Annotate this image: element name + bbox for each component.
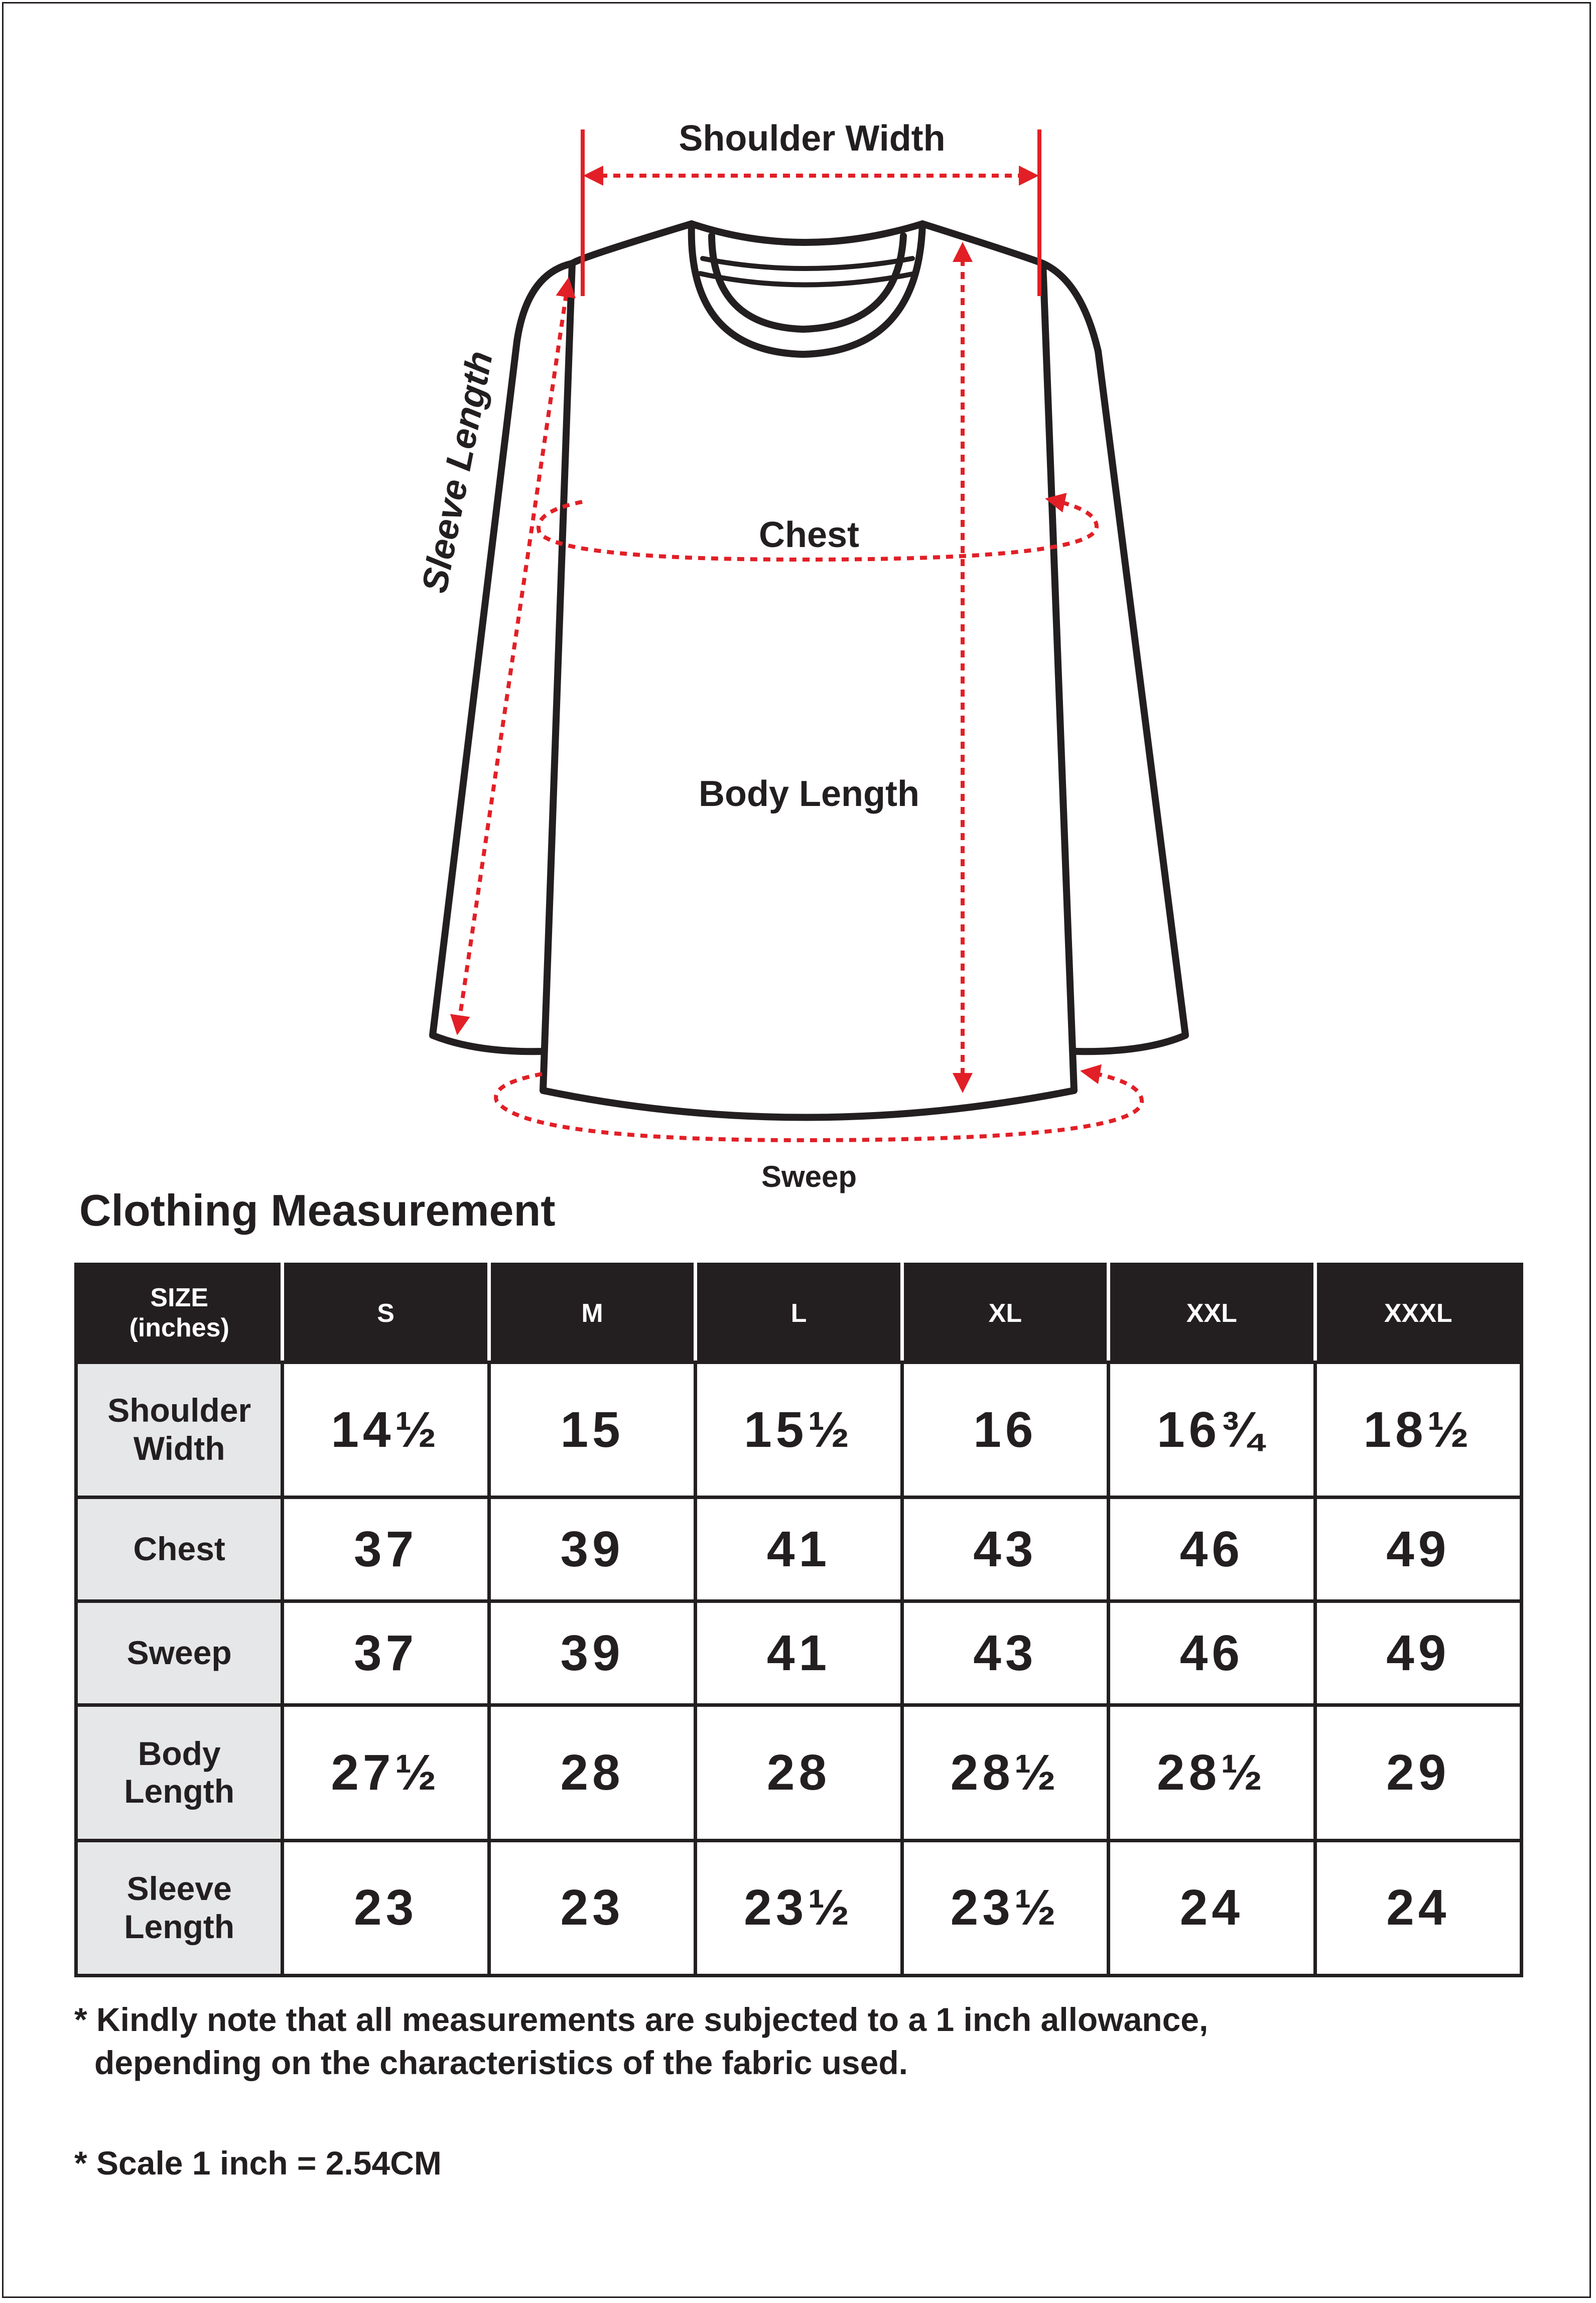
right-sleeve-outline <box>1043 263 1185 1051</box>
table-row-sleeve-length <box>76 1840 1522 1975</box>
row-label-body-length <box>76 1705 283 1840</box>
table-header-row <box>76 1265 1522 1363</box>
row-label-line: Shoulder <box>107 1392 251 1429</box>
collar-rib <box>703 258 912 268</box>
allowance-note <box>74 1998 1208 2085</box>
size-chart-table <box>74 1263 1523 1977</box>
header-size-xxxl: XXXL <box>1315 1265 1521 1363</box>
header-unit-line: (inches) <box>129 1313 229 1342</box>
table-cell: 16 <box>902 1363 1108 1498</box>
header-size-line: SIZE <box>150 1283 208 1313</box>
table-cell: 28 <box>489 1705 695 1840</box>
shirt-outline <box>433 224 1185 1118</box>
row-label-sleeve-length <box>76 1840 283 1975</box>
table-row-sweep <box>76 1601 1522 1705</box>
allowance-note-line-1: * Kindly note that all measurements are subjected to a 1 inch allowance, <box>74 2001 1209 2038</box>
collar-rib-2 <box>700 274 915 285</box>
page-title: Clothing Measurement <box>79 1185 556 1235</box>
row-label-sweep <box>76 1601 283 1705</box>
header-size-m: M <box>489 1265 695 1363</box>
table-cell: 46 <box>1109 1601 1315 1705</box>
body-length-label: Body Length <box>699 774 919 814</box>
sleeve-length-label: Sleeve Length <box>414 348 501 596</box>
row-label-line: Length <box>124 1908 235 1945</box>
table-cell: 41 <box>696 1498 902 1601</box>
row-label-line: Length <box>124 1773 235 1810</box>
sweep-ellipse <box>496 1071 1142 1140</box>
table-cell: 16¾ <box>1109 1363 1315 1498</box>
row-label-chest <box>76 1498 283 1601</box>
table-cell: 23½ <box>902 1840 1108 1975</box>
table-cell: 39 <box>489 1498 695 1601</box>
row-label-line: Width <box>133 1430 225 1467</box>
row-label-line: Body <box>138 1734 221 1772</box>
header-size-xl: XL <box>902 1265 1108 1363</box>
table-cell: 28½ <box>902 1705 1108 1840</box>
shoulder-width-label: Shoulder Width <box>679 118 946 159</box>
header-size-s: S <box>283 1265 489 1363</box>
table-cell: 23 <box>283 1840 489 1975</box>
table-row-shoulder-width <box>76 1363 1522 1498</box>
table-cell: 37 <box>283 1601 489 1705</box>
row-label-line: Chest <box>133 1530 225 1568</box>
shirt-body-outline <box>543 224 1074 1118</box>
table-cell: 24 <box>1315 1840 1521 1975</box>
table-cell: 15½ <box>696 1363 902 1498</box>
table-cell: 29 <box>1315 1705 1521 1840</box>
header-size-xxl: XXL <box>1109 1265 1315 1363</box>
sweep-label: Sweep <box>761 1160 857 1193</box>
table-cell: 46 <box>1109 1498 1315 1601</box>
table-cell: 28 <box>696 1705 902 1840</box>
table-cell: 41 <box>696 1601 902 1705</box>
row-label-shoulder-width <box>76 1363 283 1498</box>
table-cell: 27½ <box>283 1705 489 1840</box>
table-cell: 43 <box>902 1601 1108 1705</box>
scale-note: * Scale 1 inch = 2.54CM <box>74 2144 442 2182</box>
table-cell: 43 <box>902 1498 1108 1601</box>
row-label-line: Sweep <box>126 1634 232 1672</box>
table-cell: 28½ <box>1109 1705 1315 1840</box>
chest-label: Chest <box>758 515 860 555</box>
table-row-body-length <box>76 1705 1522 1840</box>
table-cell: 15 <box>489 1363 695 1498</box>
table-cell: 37 <box>283 1498 489 1601</box>
table-row-chest <box>76 1498 1522 1601</box>
table-cell: 49 <box>1315 1498 1521 1601</box>
table-cell: 18½ <box>1315 1363 1521 1498</box>
table-cell: 23 <box>489 1840 695 1975</box>
header-size-l: L <box>696 1265 902 1363</box>
row-label-line: Sleeve <box>126 1869 232 1907</box>
allowance-note-line-2: depending on the characteristics of the fabric used. <box>94 2044 908 2081</box>
table-cell: 14½ <box>283 1363 489 1498</box>
table-cell: 23½ <box>696 1840 902 1975</box>
table-cell: 49 <box>1315 1601 1521 1705</box>
table-cell: 39 <box>489 1601 695 1705</box>
table-cell: 24 <box>1109 1840 1315 1975</box>
header-size-inches <box>76 1265 283 1363</box>
